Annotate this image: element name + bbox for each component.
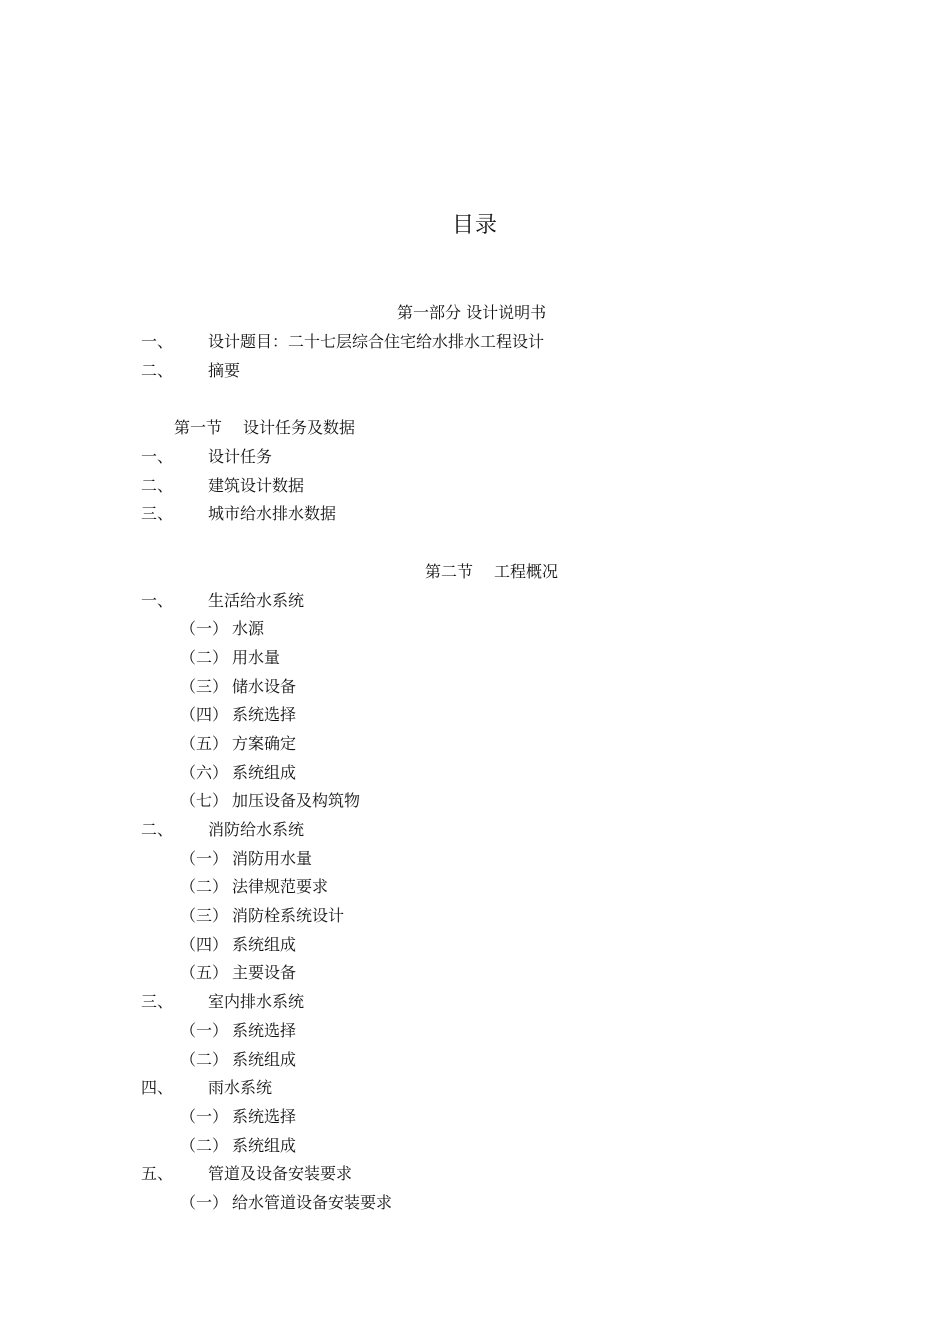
entry-number: 一、 <box>141 332 174 351</box>
subentry-number: （一） <box>180 1193 229 1212</box>
subentry-title: 主要设备 <box>232 963 297 982</box>
toc-subentry[interactable] <box>180 1020 840 1042</box>
entry-title: 城市给水排水数据 <box>208 504 337 523</box>
subentry-title: 消防栓系统设计 <box>232 906 345 925</box>
subentry-title: 系统组成 <box>232 1050 297 1069</box>
part1-heading-text: 第一部分 设计说明书 <box>397 303 547 322</box>
subentry-number: （七） <box>180 791 229 810</box>
entry-title: 室内排水系统 <box>208 992 305 1011</box>
entry-number: 二、 <box>141 361 174 380</box>
entry-number: 三、 <box>141 992 174 1011</box>
subentry-title: 系统选择 <box>232 1107 297 1126</box>
entry-number: 四、 <box>141 1078 174 1097</box>
subentry-number: （四） <box>180 935 229 954</box>
toc-subentry[interactable] <box>180 1192 840 1214</box>
entry-number: 一、 <box>141 447 174 466</box>
entry-title: 消防给水系统 <box>208 820 305 839</box>
toc-subentry[interactable] <box>180 1135 840 1157</box>
toc-subentry[interactable] <box>180 848 840 870</box>
subentry-title: 储水设备 <box>232 677 297 696</box>
toc-entry[interactable] <box>141 446 841 468</box>
subentry-title: 用水量 <box>232 648 281 667</box>
subentry-number: （一） <box>180 619 229 638</box>
subentry-number: （二） <box>180 648 229 667</box>
toc-subentry[interactable] <box>180 704 840 726</box>
subentry-title: 系统选择 <box>232 1021 297 1040</box>
toc-subentry[interactable] <box>180 934 840 956</box>
entry-number: 五、 <box>141 1164 174 1183</box>
entry-title: 建筑设计数据 <box>208 476 305 495</box>
toc-entry[interactable] <box>141 475 841 497</box>
subentry-number: （二） <box>180 1050 229 1069</box>
toc-entry[interactable] <box>141 1163 841 1185</box>
entry-title: 摘要 <box>208 361 241 380</box>
toc-subentry[interactable] <box>180 876 840 898</box>
toc-entry[interactable] <box>141 331 841 353</box>
entry-title: 管道及设备安装要求 <box>208 1164 353 1183</box>
subentry-number: （三） <box>180 906 229 925</box>
toc-title: 目录 <box>451 213 498 238</box>
section2-heading[interactable] <box>425 561 725 583</box>
subentry-title: 系统选择 <box>232 705 297 724</box>
subentry-title: 系统组成 <box>232 935 297 954</box>
toc-subentry[interactable] <box>180 762 840 784</box>
entry-title: 设计任务 <box>208 447 273 466</box>
toc-subentry[interactable] <box>180 733 840 755</box>
toc-entry[interactable] <box>141 503 841 525</box>
subentry-number: （二） <box>180 1136 229 1155</box>
subentry-number: （一） <box>180 1107 229 1126</box>
toc-subentry[interactable] <box>180 790 840 812</box>
entry-number: 二、 <box>141 820 174 839</box>
toc-subentry[interactable] <box>180 962 840 984</box>
toc-subentry[interactable] <box>180 1049 840 1071</box>
section-title: 设计任务及数据 <box>243 418 356 437</box>
toc-subentry[interactable] <box>180 905 840 927</box>
section1-heading[interactable] <box>174 417 474 439</box>
subentry-number: （五） <box>180 734 229 753</box>
entry-number: 三、 <box>141 504 174 523</box>
subentry-number: （三） <box>180 677 229 696</box>
toc-entry[interactable] <box>141 590 841 612</box>
subentry-number: （六） <box>180 763 229 782</box>
subentry-number: （二） <box>180 877 229 896</box>
subentry-number: （一） <box>180 1021 229 1040</box>
subentry-number: （五） <box>180 963 229 982</box>
toc-entry[interactable] <box>141 991 841 1013</box>
subentry-number: （四） <box>180 705 229 724</box>
section-number: 第二节 <box>425 562 474 581</box>
entry-title: 设计题目：二十七层综合住宅给水排水工程设计 <box>208 332 545 351</box>
entry-title: 雨水系统 <box>208 1078 273 1097</box>
toc-subentry[interactable] <box>180 1106 840 1128</box>
subentry-title: 法律规范要求 <box>232 877 329 896</box>
toc-subentry[interactable] <box>180 676 840 698</box>
section-number: 第一节 <box>174 418 223 437</box>
subentry-title: 水源 <box>232 619 265 638</box>
subentry-title: 系统组成 <box>232 763 297 782</box>
entry-number: 一、 <box>141 591 174 610</box>
section-title: 工程概况 <box>494 562 559 581</box>
entry-title: 生活给水系统 <box>208 591 305 610</box>
toc-entry[interactable] <box>141 819 841 841</box>
toc-entry[interactable] <box>141 360 841 382</box>
toc-subentry[interactable] <box>180 647 840 669</box>
subentry-title: 消防用水量 <box>232 849 313 868</box>
toc-subentry[interactable] <box>180 618 840 640</box>
subentry-title: 加压设备及构筑物 <box>232 791 361 810</box>
subentry-title: 系统组成 <box>232 1136 297 1155</box>
subentry-title: 方案确定 <box>232 734 297 753</box>
entry-number: 二、 <box>141 476 174 495</box>
subentry-title: 给水管道设备安装要求 <box>232 1193 393 1212</box>
subentry-number: （一） <box>180 849 229 868</box>
toc-entry[interactable] <box>141 1077 841 1099</box>
